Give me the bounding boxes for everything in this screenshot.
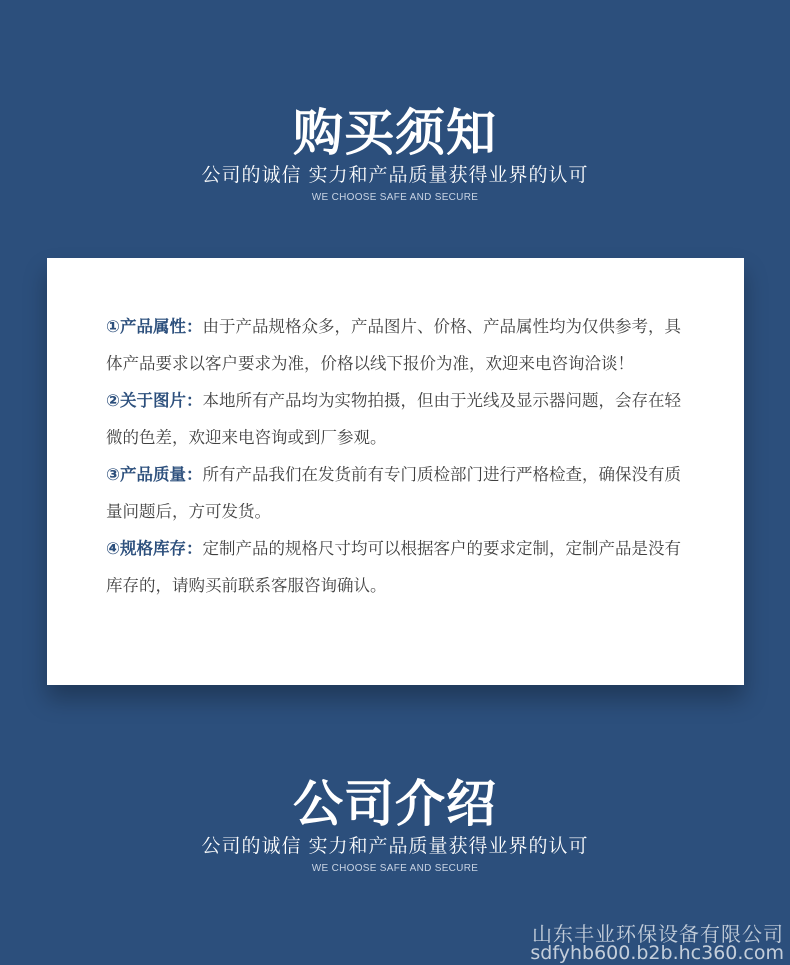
notice-item-stock [106, 530, 696, 604]
watermark-url: sdfyhb600.b2b.hc360.com [530, 942, 784, 964]
notice-item-text: 定制产品的规格尺寸均可以根据客户的要求定制，定制产品是没有库存的，请购买前联系客服咨询确认。 [106, 539, 681, 595]
company-subtitle: 公司的诚信 实力和产品质量获得业界的认可 [201, 835, 589, 857]
notice-item-text: 本地所有产品均为实物拍摄，但由于光线及显示器问题，会存在轻微的色差，欢迎来电咨询或到厂参观。 [106, 391, 681, 447]
company-subtitle-en: WE CHOOSE SAFE AND SECURE [311, 863, 479, 874]
notice-item-label: ③产品质量： [106, 465, 203, 484]
notice-item-attributes [106, 308, 696, 382]
notice-item-text: 所有产品我们在发货前有专门质检部门进行严格检查，确保没有质量问题后，方可发货。 [106, 465, 681, 521]
notice-item-label: ④规格库存： [106, 539, 203, 558]
notice-list [106, 308, 696, 604]
notice-subtitle-en: WE CHOOSE SAFE AND SECURE [311, 192, 479, 203]
notice-subtitle: 公司的诚信 实力和产品质量获得业界的认可 [201, 164, 589, 186]
watermark-company-name: 山东丰业环保设备有限公司 [532, 922, 784, 946]
notice-item-label: ①产品属性： [106, 317, 203, 336]
notice-item-quality [106, 456, 696, 530]
notice-title: 购买须知 [293, 104, 497, 162]
notice-item-text: 由于产品规格众多，产品图片、价格、产品属性均为仅供参考，具体产品要求以客户要求为准，价格以线下报价为准，欢迎来电咨询洽谈！ [106, 317, 681, 373]
notice-item-label: ②关于图片： [106, 391, 203, 410]
notice-item-images [106, 382, 696, 456]
notice-card [47, 258, 744, 685]
company-title: 公司介绍 [293, 775, 497, 833]
